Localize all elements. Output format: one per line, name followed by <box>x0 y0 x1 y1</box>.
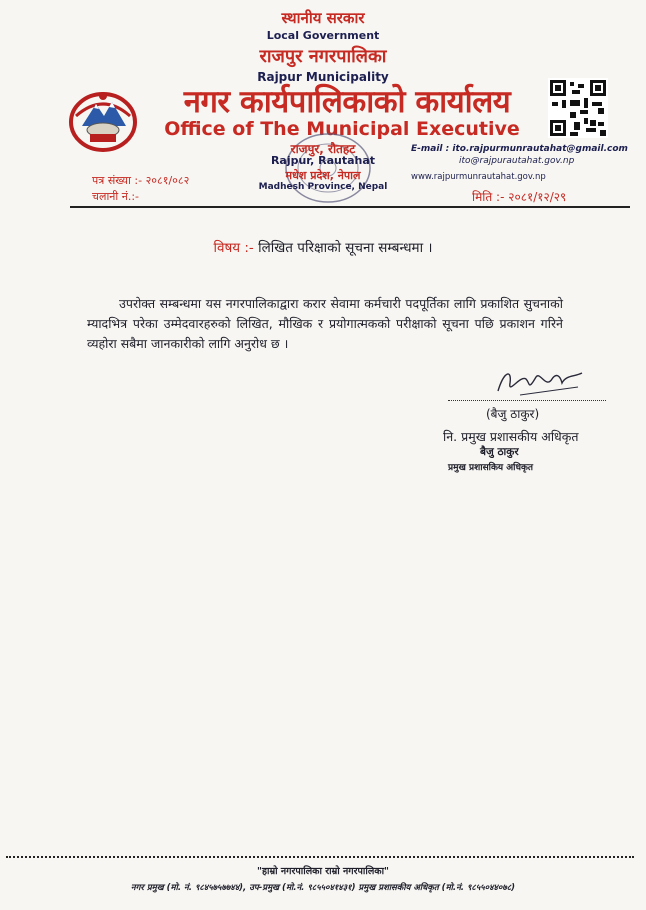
header-divider <box>70 206 630 208</box>
address-np: राजपुर, रौतहट <box>290 142 356 156</box>
municipality-name-np: राजपुर नगरपालिका <box>259 46 387 67</box>
province-np: मधेश प्रदेश, नेपाल <box>285 169 361 182</box>
footer-contacts: नगर प्रमुख (मो. नं. ९८४५७५७७४४), उप-प्रमुख (मो.नं. ९८५५०४१४३१) प्रमुख प्रशासकीय अधिकृत (मो.नं. ९८५५०४४०७८) <box>130 883 516 893</box>
email-primary[interactable]: E-mail : ito.rajpurmunrautahat@gmail.com <box>411 144 628 154</box>
signatory-title: नि. प्रमुख प्रशासकीय अधिकृत <box>443 429 579 444</box>
dispatch-number: चलानी नं.:- <box>92 190 140 203</box>
footer-divider <box>6 856 634 858</box>
signatory-name: (बैजु ठाकुर) <box>486 407 540 421</box>
subject-label: विषय :- <box>213 240 254 256</box>
municipality-name-en: Rajpur Municipality <box>257 70 389 84</box>
local-government-en: Local Government <box>266 29 380 42</box>
letter-date: मिति :- २०८१/१२/२९ <box>472 190 567 204</box>
stamp-name: बैजु ठाकुर <box>480 446 519 458</box>
office-title-np: नगर कार्यपालिकाको कार्यालय <box>183 84 511 120</box>
subject-text: लिखित परिक्षाको सूचना सम्बन्धमा । <box>258 240 433 256</box>
office-title-en: Office of The Municipal Executive <box>164 118 520 140</box>
signature-line <box>448 400 606 401</box>
website-link[interactable]: www.rajpurmunrautahat.gov.np <box>411 172 546 182</box>
address-en: Rajpur, Rautahat <box>270 154 376 167</box>
email-secondary[interactable]: ito@rajpurautahat.gov.np <box>459 156 575 166</box>
province-en: Madhesh Province, Nepal <box>258 182 388 192</box>
footer-slogan: "हाम्रो नगरपालिका राम्रो नगरपालिका" <box>257 866 389 877</box>
letter-reference-number: पत्र संख्या :- २०८१/०८२ <box>92 174 190 187</box>
local-government-np: स्थानीय सरकार <box>281 9 365 27</box>
stamp-title: प्रमुख प्रशासकिय अधिकृत <box>448 463 534 473</box>
subject-line <box>0 238 646 256</box>
qr-code-icon <box>548 78 608 138</box>
handwritten-signature <box>490 365 590 401</box>
notice-body: उपरोक्त सम्बन्धमा यस नगरपालिकाद्वारा करार सेवामा कर्मचारी पदपूर्तिका लागि प्रकाशित सुचनाको म्यादभित्र परेका उम्मेदवारहरुको लिखित, मौखिक र प्रयोगात्मकको परीक्षाको सूचना पछि प्रकाशन गरिने व्यहोरा सबैमा जानकारीको लागि अनुरोध छ । <box>87 296 563 351</box>
